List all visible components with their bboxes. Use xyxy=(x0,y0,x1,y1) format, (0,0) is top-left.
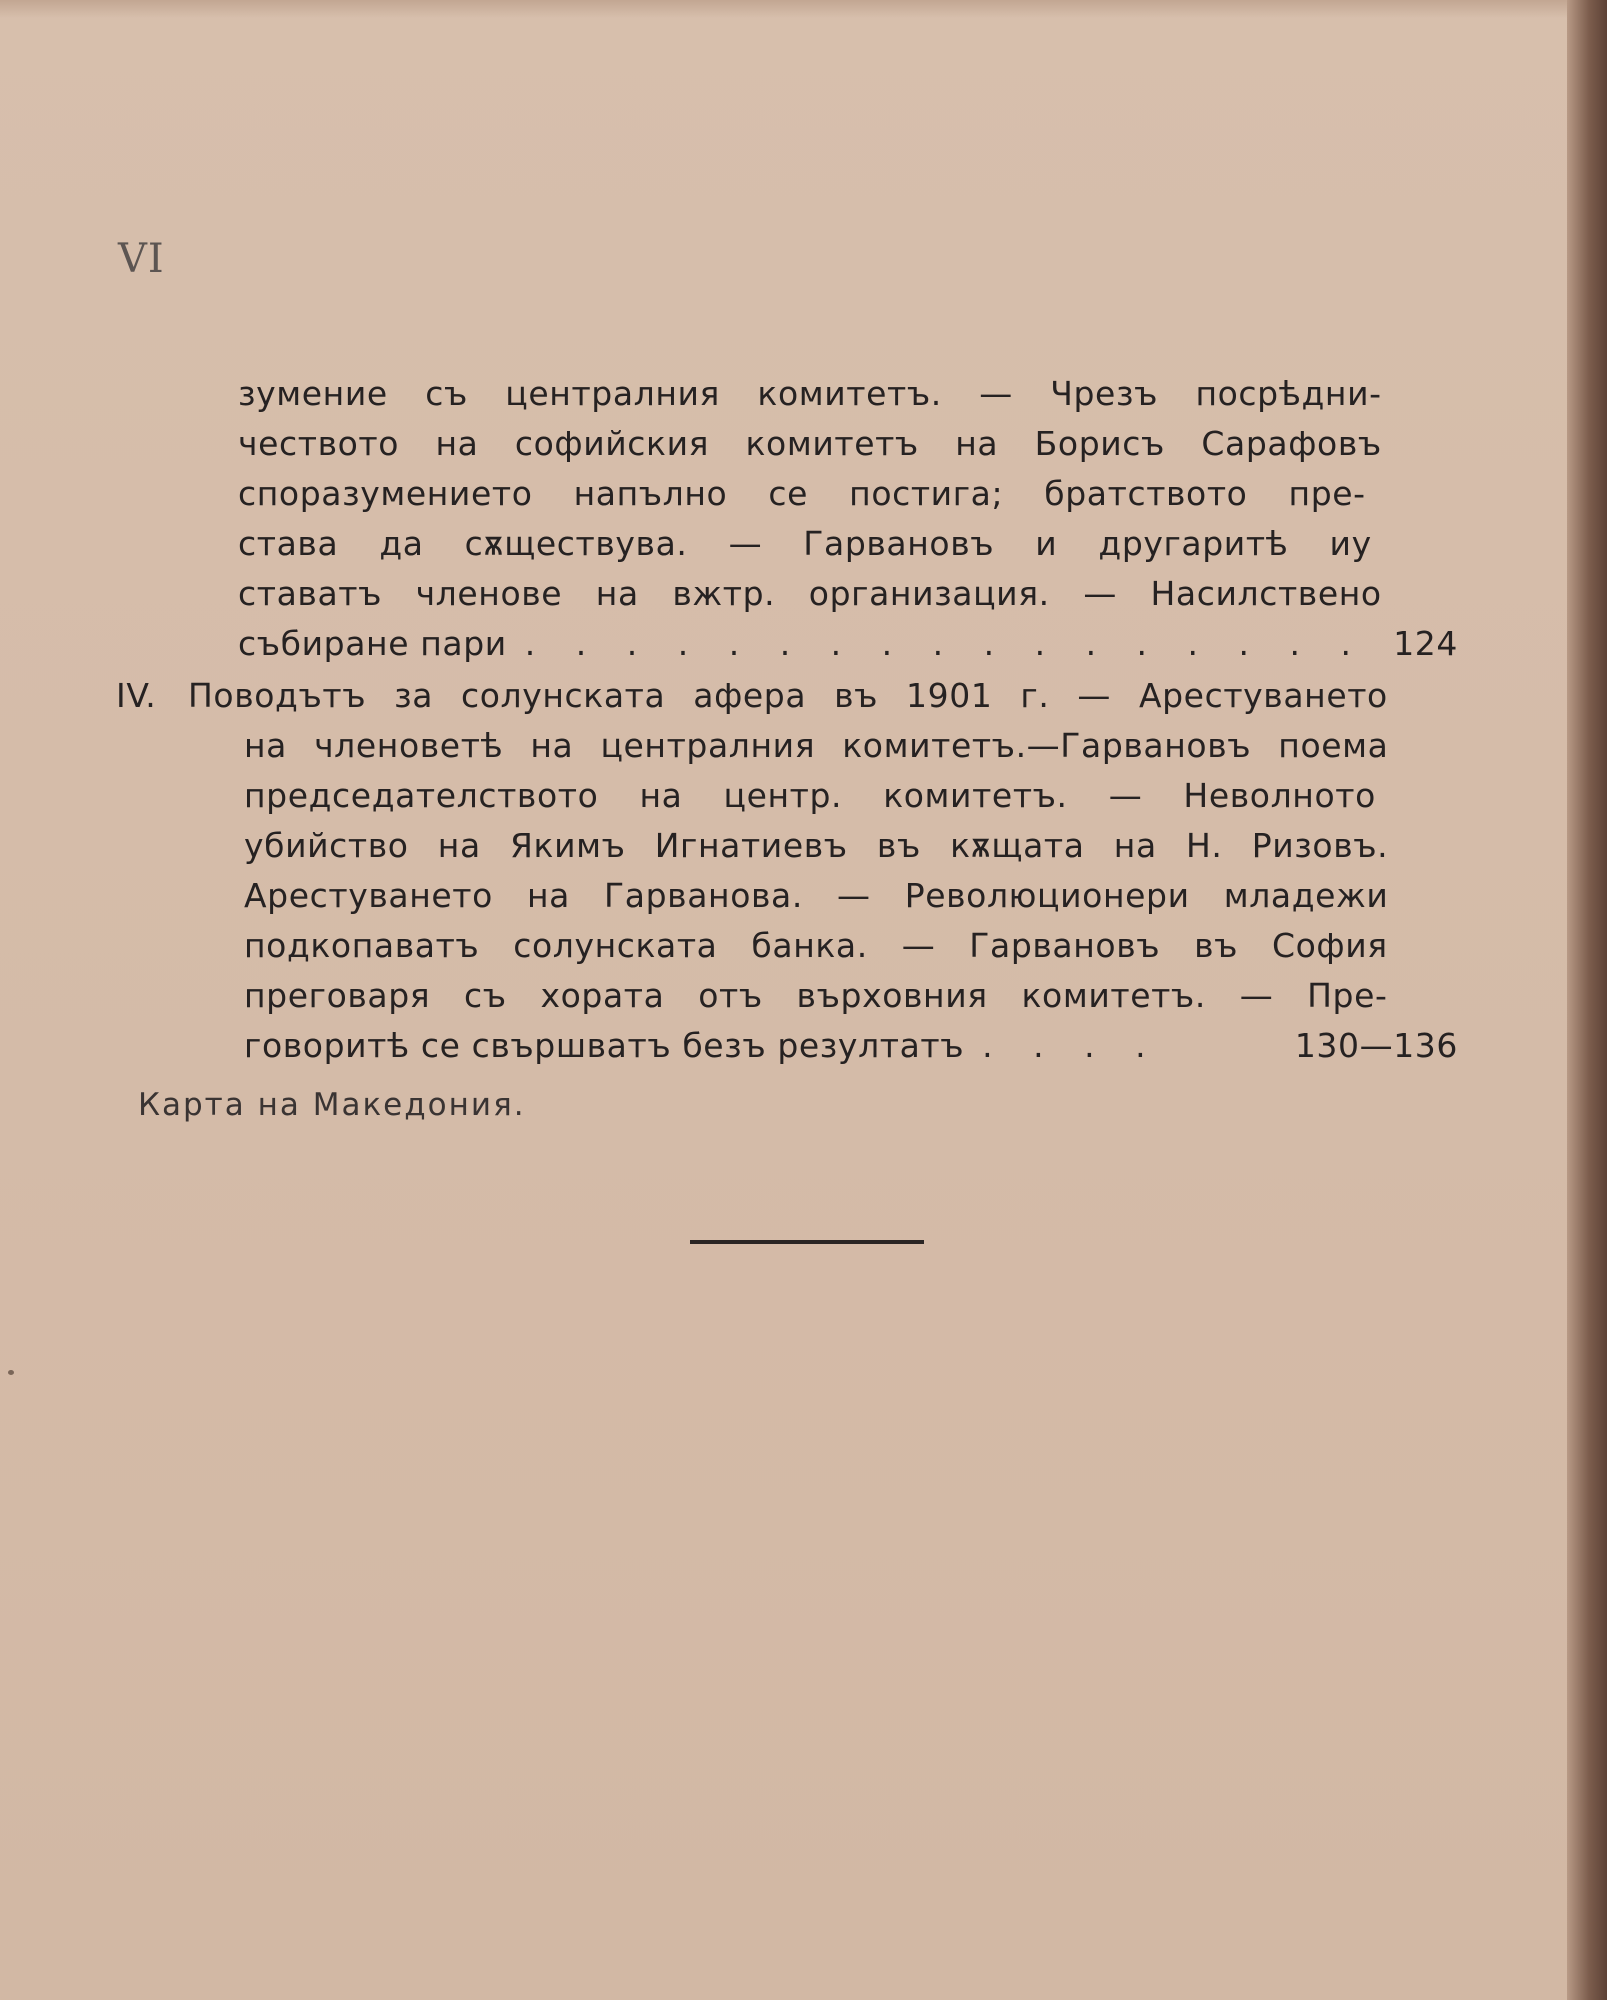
toc-entry-4-line-4: убийство на Якимъ Игнатиевъ въ кѫщата на Н. Ризовъ. xyxy=(244,826,1389,865)
toc-entry-4-line-2: на членоветѣ на централния комитетъ.—Гарвановъ поема xyxy=(244,726,1389,765)
toc-entry-4-last-line xyxy=(244,1026,1468,1066)
toc-entry-4-page: 130—136 xyxy=(1294,1026,1458,1065)
map-note: Карта на Македония. xyxy=(138,1087,526,1123)
toc-entry-4-line-6: подкопаватъ солунската банка. — Гарвановъ въ София xyxy=(244,926,1388,965)
toc-entry-1-leader: . . . . . . . . . . . . . . . . . xyxy=(524,624,1366,663)
page-edge xyxy=(1567,0,1607,2000)
toc-entry-1-line-1: зумение съ централния комитетъ. — Чрезъ посрѣдни- xyxy=(238,374,1382,413)
toc-entry-1-page: 124 xyxy=(1393,624,1458,663)
toc-entry-1-last-text: събиране пари xyxy=(238,624,507,663)
toc-entry-4-line-7: преговаря съ хората отъ върховния комитетъ. — Пре- xyxy=(244,976,1388,1015)
top-shadow xyxy=(0,0,1572,18)
toc-entry-4-numeral: IV. xyxy=(116,676,157,715)
toc-entry-1-last-line xyxy=(238,624,1468,664)
page-number: VI xyxy=(118,236,165,282)
toc-entry-4-line-1: Поводътъ за солунската афера въ 1901 г. — Арестуването xyxy=(188,676,1388,715)
toc-entry-4-leader: . . . . xyxy=(982,1026,1161,1065)
toc-entry-1-line-2: чеството на софийския комитетъ на Борисъ Сарафовъ xyxy=(238,424,1382,463)
toc-entry-1-line-3: споразумението напълно се постига; братството пре- xyxy=(238,474,1366,513)
toc-entry-1-line-5: ставатъ членове на вжтр. организация. — Насилствено xyxy=(238,574,1382,613)
toc-entry-4-last-text: говоритѣ се свършватъ безъ резултатъ xyxy=(244,1026,965,1065)
toc-entry-4-line-5: Арестуването на Гарванова. — Революционери младежи xyxy=(244,876,1389,915)
toc-entry-1-line-4: става да сѫществува. — Гарвановъ и другаритѣ иу xyxy=(238,524,1372,563)
paper-speck xyxy=(8,1370,14,1375)
toc-entry-4-line-3: председателството на центр. комитетъ. — Неволното xyxy=(244,776,1376,815)
end-rule xyxy=(690,1240,924,1244)
